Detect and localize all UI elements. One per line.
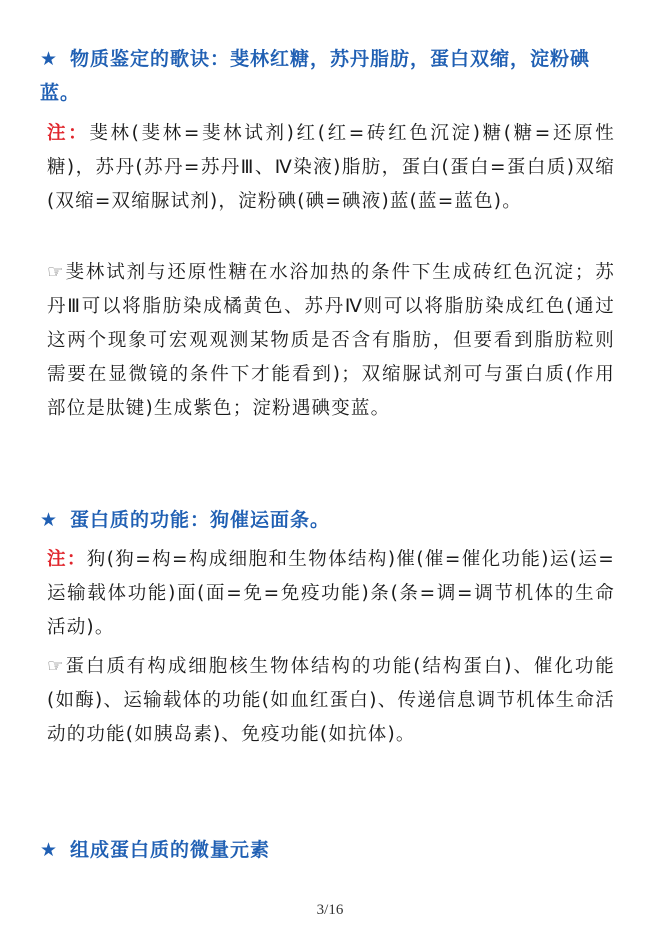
note-paragraph-protein-functions	[47, 543, 615, 645]
heading-text: 蛋白质的功能：狗催运面条。	[70, 509, 331, 531]
section-heading-protein-functions	[40, 503, 620, 537]
note-paragraph-identification	[47, 117, 615, 219]
section-heading-trace-elements	[40, 833, 620, 867]
note-text: 狗(狗=构=构成细胞和生物体结构)催(催=催化功能)运(运=运输载体功能)面(面=免=免疫功能)条(条=调=调节机体的生命活动)。	[47, 549, 616, 638]
explanation-text: 蛋白质有构成细胞核生物体结构的功能(结构蛋白)、催化功能(如酶)、运输载体的功能(如血红蛋白)、传递信息调节机体生命活动的功能(如胰岛素)、免疫功能(如抗体)。	[47, 656, 615, 745]
heading-text: 物质鉴定的歌诀：斐林红糖，苏丹脂肪，蛋白双缩，淀粉碘蓝。	[40, 48, 591, 104]
heading-text: 组成蛋白质的微量元素	[70, 839, 271, 861]
note-text: 斐林(斐林=斐林试剂)红(红=砖红色沉淀)糖(糖=还原性糖)，苏丹(苏丹=苏丹Ⅲ、Ⅳ染液)脂肪，蛋白(蛋白=蛋白质)双缩(双缩=双缩脲试剂)，淀粉碘(碘=碘液)蓝(蓝=蓝色)。	[47, 123, 615, 212]
pointing-hand-icon: ☞	[47, 656, 65, 677]
star-icon: ★	[40, 509, 59, 531]
explanation-paragraph-identification	[47, 256, 615, 426]
explanation-paragraph-protein-functions	[47, 650, 615, 752]
section-heading-identification-rhyme	[40, 42, 620, 110]
explanation-text: 斐林试剂与还原性糖在水浴加热的条件下生成砖红色沉淀；苏丹Ⅲ可以将脂肪染成橘黄色、苏丹Ⅳ则可以将脂肪染成红色(通过这两个现象可宏观观测某物质是否含有脂肪，但要看到脂肪粒则需要在显微镜的条件下才能看到)；双缩脲试剂可与蛋白质(作用部位是肽键)生成紫色；淀粉遇碘变蓝。	[47, 262, 615, 419]
star-icon: ★	[40, 48, 59, 70]
star-icon: ★	[40, 839, 59, 861]
pointing-hand-icon: ☞	[47, 262, 65, 283]
note-label: 注：	[47, 123, 90, 144]
page-number: 3/16	[316, 902, 344, 918]
note-label: 注：	[47, 549, 87, 570]
